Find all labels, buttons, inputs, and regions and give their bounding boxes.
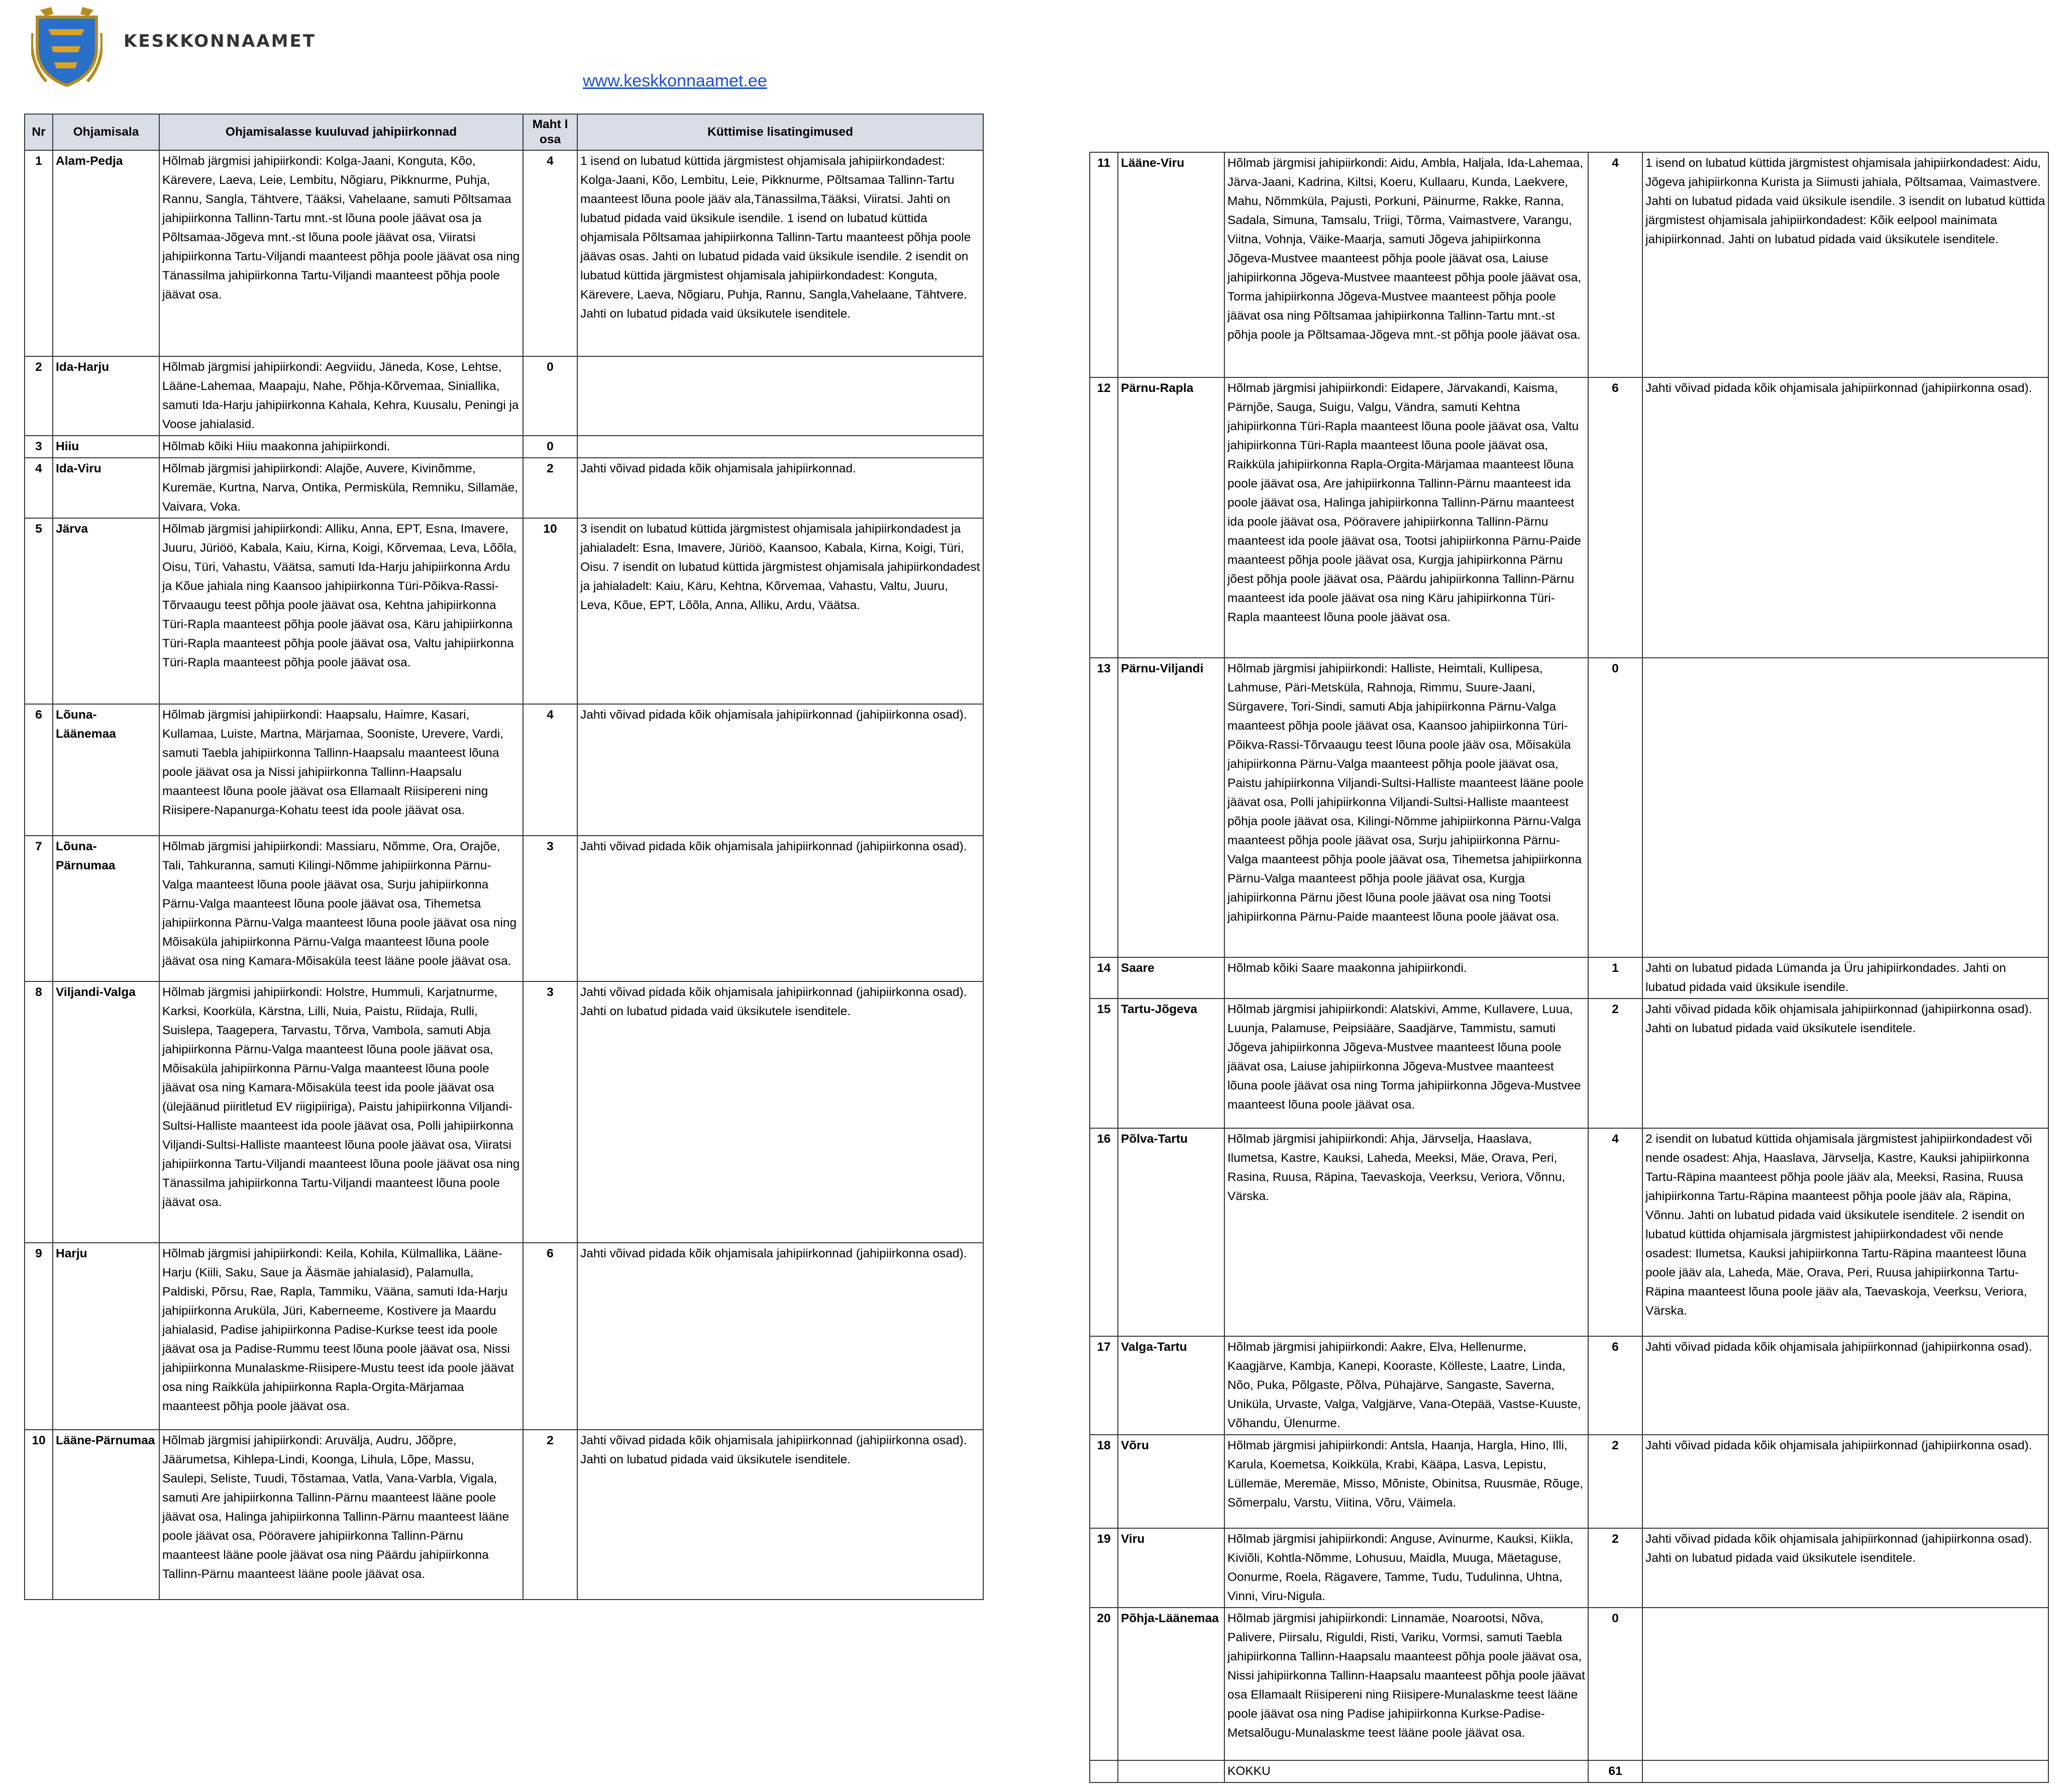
row-areas: Hõlmab järgmisi jahipiirkondi: Haapsalu, Haimre, Kasari, Kullamaa, Luiste, Martna, Märjamaa, Sooniste, Urevere, Vardi, samuti Taebla jahipiirkonna Tallinn-Haapsalu maanteest lõuna poole jäävat osa ja Nissi jahipiirkonna Tallinn-Haapsalu maanteest lõuna poole jäävat osa Ellamaalt Riisipereni ning Riisipere-Napanurga-Kohatu teest ida poole jäävat osa.: [159, 704, 523, 836]
row-areas: Hõlmab järgmisi jahipiirkondi: Ahja, Järvselja, Haaslava, Ilumetsa, Kastre, Kauksi, Laheda, Meeksi, Mäe, Orava, Peri, Rasina, Ruusa, Räpina, Taevaskoja, Veerksu, Veriora, Võnnu, Värska.: [1224, 1128, 1588, 1336]
row-nr: 19: [1090, 1528, 1118, 1608]
row-areas: Hõlmab järgmisi jahipiirkondi: Alatskivi, Amme, Kullavere, Luua, Luunja, Palamuse, Peipsiääre, Saadjärve, Tammistu, samuti Jõgeva jahipiirkonna Jõgeva-Mustvee maanteest lõuna poole jäävat osa, Laiuse jahipiirkonna Jõgeva-Mustvee maanteest lõuna poole jäävat osa ning Torma jahipiirkonna Jõgeva-Mustvee maanteest lõuna poole jäävat osa.: [1224, 999, 1588, 1128]
table-row: [25, 356, 983, 436]
row-name: Hiiu: [53, 436, 159, 458]
row-name: Lääne-Viru: [1118, 152, 1224, 377]
row-conditions: [577, 356, 983, 436]
row-areas: Hõlmab järgmisi jahipiirkondi: Antsla, Haanja, Hargla, Hino, Illi, Karula, Koemetsa, Koikküla, Krabi, Kääpa, Lasva, Lepistu, Lüllemäe, Meremäe, Misso, Mõniste, Obinitsa, Ruusmäe, Rõuge, Sõmerpalu, Varstu, Viitina, Võru, Väimela.: [1224, 1435, 1588, 1528]
row-conditions: Jahti võivad pidada kõik ohjamisala jahipiirkonnad (jahipiirkonna osad). Jahti on lubatud pidada vaid üksikutele isenditele.: [577, 981, 983, 1243]
estonian-coat-of-arms-logo: [31, 7, 102, 88]
row-nr: 20: [1090, 1608, 1118, 1760]
quota-table-left: [24, 114, 984, 1600]
row-conditions: [577, 436, 983, 458]
row-nr: 2: [25, 356, 53, 436]
row-name: Alam-Pedja: [53, 150, 159, 356]
row-areas: Hõlmab järgmisi jahipiirkondi: Aegviidu, Jäneda, Kose, Lehtse, Lääne-Lahemaa, Maapaju, Nahe, Põhja-Kõrvemaa, Siniallika, samuti Ida-Harju jahipiirkonna Kahala, Kehra, Kuusalu, Peningi ja Voose jahialasid.: [159, 356, 523, 436]
row-nr: 7: [25, 836, 53, 981]
table-row: [1090, 377, 2048, 658]
row-areas: Hõlmab järgmisi jahipiirkondi: Aidu, Ambla, Haljala, Ida-Lahemaa, Järva-Jaani, Kadrina, Kiltsi, Koeru, Kullaaru, Kunda, Laekvere, Mahu, Nõmmküla, Pajusti, Porkuni, Päinurme, Rakke, Ranna, Sadala, Simuna, Tamsalu, Triigi, Tõrma, Vaimastvere, Varangu, Viitna, Vohnja, Väike-Maarja, samuti Jõgeva jahipiirkonna Jõgeva-Mustvee maanteest põhja poole jäävat osa, Laiuse jahipiirkonna Jõgeva-Mustvee maanteest põhja poole jäävat osa, Torma jahipiirkonna Jõgeva-Mustvee maanteest põhja poole jäävat osa ning Põltsamaa jahipiirkonna Tallinn-Tartu mnt.-st põhja poole ja Põltsamaa-Jõgeva mnt.-st põhja poole jäävat osa.: [1224, 152, 1588, 377]
table-row: [25, 836, 983, 981]
table-row: [25, 981, 983, 1243]
row-cap: 2: [1588, 999, 1642, 1128]
row-areas: Hõlmab järgmisi jahipiirkondi: Aruvälja, Audru, Jõõpre, Jäärumetsa, Kihlepa-Lindi, Koonga, Lihula, Lõpe, Massu, Saulepi, Seliste, Tuudi, Tõstamaa, Vatla, Vana-Varbla, Vigala, samuti Are jahipiirkonna Tallinn-Pärnu maanteest lääne poole jäävat osa, Halinga jahipiirkonna Tallinn-Pärnu maanteest lääne poole jäävat osa, Pööravere jahipiirkonna Tallinn-Pärnu maanteest lääne poole jäävat osa ning Päärdu jahipiirkonna Tallinn-Pärnu maanteest lääne poole jäävat osa.: [159, 1430, 523, 1600]
row-cap: 10: [523, 518, 577, 704]
row-nr: 11: [1090, 152, 1118, 377]
row-conditions: Jahti võivad pidada kõik ohjamisala jahipiirkonnad (jahipiirkonna osad).: [577, 704, 983, 836]
row-cap: 0: [523, 436, 577, 458]
row-nr: 16: [1090, 1128, 1118, 1336]
row-conditions: Jahti võivad pidada kõik ohjamisala jahipiirkonnad.: [577, 458, 983, 518]
quota-table-right: [1089, 152, 2049, 1783]
row-nr: 5: [25, 518, 53, 704]
row-conditions: Jahti võivad pidada kõik ohjamisala jahipiirkonnad (jahipiirkonna osad). Jahti on lubatud pidada vaid üksikutele isenditele.: [1642, 999, 2048, 1128]
row-conditions: Jahti võivad pidada kõik ohjamisala jahipiirkonnad (jahipiirkonna osad). Jahti on lubatud pidada vaid üksikutele isenditele.: [1642, 1528, 2048, 1608]
row-nr: 15: [1090, 999, 1118, 1128]
table-row: [25, 458, 983, 518]
row-cap: 0: [523, 356, 577, 436]
total-label: KOKKU: [1224, 1760, 1588, 1782]
table-header: [25, 114, 983, 150]
row-cap: 6: [1588, 377, 1642, 658]
row-conditions: 3 isendit on lubatud küttida järgmistest ohjamisala jahipiirkondadest ja jahialadelt: Esna, Imavere, Jüriöö, Kaansoo, Kabala, Kirna, Koigi, Türi, Oisu. 7 isendit on lubatud küttida järgmistest ohjamisala jahipiirkondadest ja jahialadelt: Kaiu, Käru, Kehtna, Kõrvemaa, Vahastu, Valtu, Juuru, Leva, Kõue, EPT, Lõõla, Anna, Alliku, Ardu, Väätsa.: [577, 518, 983, 704]
row-name: Ida-Harju: [53, 356, 159, 436]
col-nr: Nr: [25, 114, 53, 150]
row-name: Ida-Viru: [53, 458, 159, 518]
col-areas: Ohjamisalasse kuuluvad jahipiirkonnad: [159, 114, 523, 150]
row-nr: 12: [1090, 377, 1118, 658]
total-name-empty: [1118, 1760, 1224, 1782]
row-cap: 0: [1588, 1608, 1642, 1760]
row-cap: 2: [1588, 1435, 1642, 1528]
table-row: [25, 518, 983, 704]
row-cap: 4: [523, 704, 577, 836]
row-nr: 1: [25, 150, 53, 356]
row-nr: 4: [25, 458, 53, 518]
row-conditions: 1 isend on lubatud küttida järgmistest ohjamisala jahipiirkondadest: Kolga-Jaani, Kõo, Lembitu, Leie, Pikknurme, Põltsamaa Tallinn-Tartu maanteest lõuna poole jääv ala,Tänassilma,Tääksi, Viiratsi. Jahti on lubatud pidada vaid üksikule isendile. 1 isend on lubatud küttida ohjamisala Põltsamaa jahipiirkonna Tallinn-Tartu maanteest põhja poole jäävas osas. Jahti on lubatud pidada vaid üksikule isendile. 2 isendit on lubatud küttida järgmistest ohjamisala jahipiirkondadest: Konguta, Kärevere, Laeva, Nõgiaru, Puhja, Rannu, Sangla,Vahelaane, Tähtvere. Jahti on lubatud pidada vaid üksikutele isenditele.: [577, 150, 983, 356]
row-areas: Hõlmab järgmisi jahipiirkondi: Alajõe, Auvere, Kivinõmme, Kuremäe, Kurtna, Narva, Ontika, Permisküla, Remniku, Sillamäe, Vaivara, Voka.: [159, 458, 523, 518]
row-areas: Hõlmab järgmisi jahipiirkondi: Massiaru, Nõmme, Ora, Orajõe, Tali, Tahkuranna, samuti Kilingi-Nõmme jahipiirkonna Pärnu-Valga maanteest lõuna poole jäävat osa, Surju jahipiirkonna Pärnu-Valga maanteest lõuna poole jäävat osa, Tihemetsa jahipiirkonna Pärnu-Valga maanteest lõuna poole jäävat osa ning Mõisaküla jahipiirkonna Pärnu-Valga maanteest lõuna poole jäävat osa ning Kamara-Mõisaküla teest lääne poole jäävat osa.: [159, 836, 523, 981]
row-areas: Hõlmab järgmisi jahipiirkondi: Halliste, Heimtali, Kullipesa, Lahmuse, Päri-Metsküla, Rahnoja, Rimmu, Suure-Jaani, Sürgavere, Tori-Sindi, samuti Abja jahipiirkonna Pärnu-Valga maanteest põhja poole jäävat osa, Kaansoo jahipiirkonna Türi-Põikva-Rassi-Tõrvaaugu teest lõuna poole jääv osa, Mõisaküla jahipiirkonna Pärnu-Valga maanteest põhja poole jäävat osa, Paistu jahipiirkonna Viljandi-Sultsi-Halliste maanteest lääne poole jäävat osa, Polli jahipiirkonna Viljandi-Sultsi-Halliste maanteest põhja poole jäävat osa, Kilingi-Nõmme jahipiirkonna Pärnu-Valga maanteest põhja poole jäävat osa, Surju jahipiirkonna Pärnu-Valga maanteest põhja poole jäävat osa, Tihemetsa jahipiirkonna Pärnu-Valga maanteest põhja poole jäävat osa, Kurgja jahipiirkonna Pärnu jõest lõuna poole jäävat osa ning Tootsi jahipiirkonna Pärnu-Paide maanteest lõuna poole jäävat osa.: [1224, 658, 1588, 957]
row-areas: Hõlmab järgmisi jahipiirkondi: Keila, Kohila, Külmallika, Lääne-Harju (Kiili, Saku, Saue ja Ääsmäe jahialasid), Palamulla, Paldiski, Põrsu, Rae, Rapla, Tammiku, Vääna, samuti Ida-Harju jahipiirkonna Aruküla, Jüri, Kaberneeme, Kostivere ja Maardu jahialasid, Padise jahipiirkonna Padise-Kurkse teest ida poole jäävat osa ja Padise-Rummu teest lõuna poole jäävat osa, Nissi jahipiirkonna Munalaskme-Riisipere-Mustu teest ida poole jäävat osa ning Raikküla jahipiirkonna Rapla-Orgita-Märjamaa maanteest põhja poole jäävat osa.: [159, 1243, 523, 1430]
row-cap: 6: [523, 1243, 577, 1430]
row-name: Põlva-Tartu: [1118, 1128, 1224, 1336]
row-conditions: Jahti võivad pidada kõik ohjamisala jahipiirkonnad (jahipiirkonna osad).: [1642, 1336, 2048, 1435]
row-areas: Hõlmab järgmisi jahipiirkondi: Linnamäe, Noarootsi, Nõva, Palivere, Piirsalu, Riguldi, Risti, Variku, Vormsi, samuti Taebla jahipiirkonna Tallinn-Haapsalu maanteest põhja poole jäävat osa, Nissi jahipiirkonna Tallinn-Haapsalu maanteest põhja poole jäävat osa Ellamaalt Riisipereni ning Riisipere-Munalaskme teest lääne poole jäävat osa ning Padise jahipiirkonna Kurkse-Padise-Metsalõugu-Munalaskme teest lääne poole jäävat osa.: [1224, 1608, 1588, 1760]
row-conditions: Jahti võivad pidada kõik ohjamisala jahipiirkonnad (jahipiirkonna osad). Jahti on lubatud pidada vaid üksikutele isenditele.: [577, 1430, 983, 1600]
col-cap: Maht l osa: [523, 114, 577, 150]
row-name: Pärnu-Viljandi: [1118, 658, 1224, 957]
row-nr: 8: [25, 981, 53, 1243]
table-row: [25, 1430, 983, 1600]
table-row: [1090, 658, 2048, 957]
row-name: Tartu-Jõgeva: [1118, 999, 1224, 1128]
row-nr: 14: [1090, 957, 1118, 999]
table-row: [1090, 1528, 2048, 1608]
row-nr: 9: [25, 1243, 53, 1430]
row-conditions: [1642, 1608, 2048, 1760]
total-row: [1090, 1760, 2048, 1782]
row-conditions: 1 isend on lubatud küttida järgmistest ohjamisala jahipiirkondadest: Aidu, Jõgeva jahipiirkonna Kurista ja Siimusti jahiala, Põltsamaa, Vaimastvere. Jahti on lubatud pidada vaid üksikule isendile. 3 isendit on lubatud küttida järgmistest ohjamisala jahipiirkondadest: Kõik eelpool mainimata jahipiirkonnad. Jahti on lubatud pidada vaid üksikutele isenditele.: [1642, 152, 2048, 377]
row-conditions: Jahti võivad pidada kõik ohjamisala jahipiirkonnad (jahipiirkonna osad).: [1642, 1435, 2048, 1528]
row-name: Pärnu-Rapla: [1118, 377, 1224, 658]
col-ohjamisala: Ohjamisala: [53, 114, 159, 150]
row-cap: 3: [523, 836, 577, 981]
row-nr: 13: [1090, 658, 1118, 957]
row-cap: 2: [523, 1430, 577, 1600]
table-row: [25, 1243, 983, 1430]
row-cap: 3: [523, 981, 577, 1243]
row-areas: Hõlmab järgmisi jahipiirkondi: Alliku, Anna, EPT, Esna, Imavere, Juuru, Jüriöö, Kabala, Kaiu, Kirna, Koigi, Kõrvemaa, Leva, Lõõla, Oisu, Türi, Vahastu, Väätsa, samuti Ida-Harju jahipiirkonna Ardu ja Kõue jahiala ning Kaansoo jahipiirkonna Türi-Põikva-Rassi-Tõrvaaugu teest põhja poole jäävat osa, Kehtna jahipiirkonna Türi-Rapla maanteest põhja poole jäävat osa, Käru jahipiirkonna Türi-Rapla maanteest põhja poole jäävat osa, Valtu jahipiirkonna Türi-Rapla maanteest põhja poole jäävat osa.: [159, 518, 523, 704]
total-conditions-empty: [1642, 1760, 2048, 1782]
row-name: Saare: [1118, 957, 1224, 999]
table-row: [1090, 152, 2048, 377]
website-link[interactable]: www.keskkonnaamet.ee: [583, 71, 767, 90]
row-name: Lääne-Pärnumaa: [53, 1430, 159, 1600]
row-conditions: Jahti võivad pidada kõik ohjamisala jahipiirkonnad (jahipiirkonna osad).: [1642, 377, 2048, 658]
table-row: [25, 150, 983, 356]
table-row: [25, 704, 983, 836]
brand-name: KESKKONNAAMET: [124, 31, 316, 51]
row-cap: 4: [1588, 1128, 1642, 1336]
row-areas: Hõlmab järgmisi jahipiirkondi: Holstre, Hummuli, Karjatnurme, Karksi, Koorküla, Kärstna, Lilli, Nuia, Paistu, Riidaja, Rulli, Suislepa, Taagepera, Tarvastu, Tõrva, Vambola, samuti Abja jahipiirkonna Pärnu-Valga maanteest lõuna poole jäävat osa, Mõisaküla jahipiirkonna Pärnu-Valga maanteest lõuna poole jäävat osa ning Kamara-Mõisaküla teest ida poole jäävat osa (ülejäänud piiritletud EV riigipiiriga), Paistu jahipiirkonna Viljandi-Sultsi-Halliste maanteest ida poole jäävat osa, Polli jahipiirkonna Viljandi-Sultsi-Halliste maanteest lõuna poole jäävat osa, Viiratsi jahipiirkonna Tartu-Viljandi maanteest lõuna poole jäävat osa ning Tänassilma jahipiirkonna Tartu-Viljandi maanteest lõuna poole jäävat osa.: [159, 981, 523, 1243]
row-cap: 4: [523, 150, 577, 356]
row-name: Viljandi-Valga: [53, 981, 159, 1243]
row-nr: 6: [25, 704, 53, 836]
table-row: [1090, 1128, 2048, 1336]
row-nr: 10: [25, 1430, 53, 1600]
row-name: Harju: [53, 1243, 159, 1430]
row-conditions: Jahti on lubatud pidada Lümanda ja Üru jahipiirkondades. Jahti on lubatud pidada vaid üksikule isendile.: [1642, 957, 2048, 999]
row-areas: Hõlmab kõiki Hiiu maakonna jahipiirkondi.: [159, 436, 523, 458]
row-cap: 6: [1588, 1336, 1642, 1435]
row-cap: 2: [523, 458, 577, 518]
row-nr: 17: [1090, 1336, 1118, 1435]
row-name: Viru: [1118, 1528, 1224, 1608]
row-conditions: Jahti võivad pidada kõik ohjamisala jahipiirkonnad (jahipiirkonna osad).: [577, 836, 983, 981]
table-row: [1090, 1608, 2048, 1760]
row-areas: Hõlmab järgmisi jahipiirkondi: Eidapere, Järvakandi, Kaisma, Pärnjõe, Sauga, Suigu, Valgu, Vändra, samuti Kehtna jahipiirkonna Türi-Rapla maanteest lõuna poole jäävat osa, Valtu jahipiirkonna Türi-Rapla maanteest lõuna poole jäävat osa, Raikküla jahipiirkonna Rapla-Orgita-Märjamaa maanteest lõuna poole jäävat osa, Are jahipiirkonna Tallinn-Pärnu maanteest ida poole jäävat osa, Halinga jahipiirkonna Tallinn-Pärnu maanteest ida poole jäävat osa, Pööravere jahipiirkonna Tallinn-Pärnu maanteest ida poole jäävat osa, Tootsi jahipiirkonna Pärnu-Paide maanteest põhja poole jäävat osa, Kurgja jahipiirkonna Pärnu jõest põhja poole jäävat osa, Päärdu jahipiirkonna Tallinn-Pärnu maanteest ida poole jäävat osa ning Käru jahipiirkonna Türi-Rapla maanteest lõuna poole jäävat osa.: [1224, 377, 1588, 658]
total-value: 61: [1588, 1760, 1642, 1782]
table-row: [1090, 957, 2048, 999]
row-conditions: [1642, 658, 2048, 957]
row-name: Valga-Tartu: [1118, 1336, 1224, 1435]
row-cap: 4: [1588, 152, 1642, 377]
row-name: Lõuna-Pärnumaa: [53, 836, 159, 981]
col-conditions: Küttimise lisatingimused: [577, 114, 983, 150]
table-row: [1090, 999, 2048, 1128]
row-name: Põhja-Läänemaa: [1118, 1608, 1224, 1760]
row-conditions: 2 isendit on lubatud küttida ohjamisala järgmistest jahipiirkondadest või nende osadest: Ahja, Haaslava, Järvselja, Kastre, Kauksi jahipiirkonna Tartu-Räpina maanteest põhja poole jääv ala, Meeksi, Rasina, Ruusa jahipiirkonna Tartu-Räpina maanteest põhja poole jääv ala, Räpina, Võnnu. Jahti on lubatud pidada vaid üksikutele isenditele. 2 isendit on lubatud küttida ohjamisala järgmistest jahipiirkondadest või nende osadest: Ilumetsa, Kauksi jahipiirkonna Tartu-Räpina maanteest lõuna poole jääv ala, Laheda, Mäe, Orava, Peri, Ruusa jahipiirkonna Tartu-Räpina maanteest lõuna poole jääv ala, Taevaskoja, Veerksu, Veriora, Värska.: [1642, 1128, 2048, 1336]
row-nr: 18: [1090, 1435, 1118, 1528]
table-row: [25, 436, 983, 458]
row-areas: Hõlmab järgmisi jahipiirkondi: Aakre, Elva, Hellenurme, Kaagjärve, Kambja, Kanepi, Kooraste, Kölleste, Laatre, Linda, Nõo, Puka, Põlgaste, Põlva, Pühajärve, Sangaste, Saverna, Uniküla, Urvaste, Valga, Valgjärve, Vana-Otepää, Vastse-Kuuste, Võhandu, Ülenurme.: [1224, 1336, 1588, 1435]
row-areas: Hõlmab kõiki Saare maakonna jahipiirkondi.: [1224, 957, 1588, 999]
row-name: Võru: [1118, 1435, 1224, 1528]
row-cap: 0: [1588, 658, 1642, 957]
row-conditions: Jahti võivad pidada kõik ohjamisala jahipiirkonnad (jahipiirkonna osad).: [577, 1243, 983, 1430]
table-row: [1090, 1435, 2048, 1528]
table-row: [1090, 1336, 2048, 1435]
row-cap: 2: [1588, 1528, 1642, 1608]
row-areas: Hõlmab järgmisi jahipiirkondi: Kolga-Jaani, Konguta, Kõo, Kärevere, Laeva, Leie, Lembitu, Nõgiaru, Pikknurme, Puhja, Rannu, Sangla, Tähtvere, Tääksi, Vahelaane, samuti Põltsamaa jahipiirkonna Tallinn-Tartu mnt.-st lõuna poole jäävat osa ja Põltsamaa-Jõgeva mnt.-st lõuna poole jäävat osa, Viiratsi jahipiirkonna Tartu-Viljandi maanteest põhja poole jäävat osa ning Tänassilma jahipiirkonna Tartu-Viljandi maanteest põhja poole jäävat osa.: [159, 150, 523, 356]
row-name: Järva: [53, 518, 159, 704]
row-areas: Hõlmab järgmisi jahipiirkondi: Anguse, Avinurme, Kauksi, Kiikla, Kiviõli, Kohtla-Nõmme, Lohusuu, Maidla, Muuga, Mäetaguse, Oonurme, Roela, Rägavere, Tamme, Tudu, Tudulinna, Uhtna, Vinni, Viru-Nigula.: [1224, 1528, 1588, 1608]
row-nr: 3: [25, 436, 53, 458]
row-cap: 1: [1588, 957, 1642, 999]
total-nr-empty: [1090, 1760, 1118, 1782]
row-name: Lõuna-Läänemaa: [53, 704, 159, 836]
